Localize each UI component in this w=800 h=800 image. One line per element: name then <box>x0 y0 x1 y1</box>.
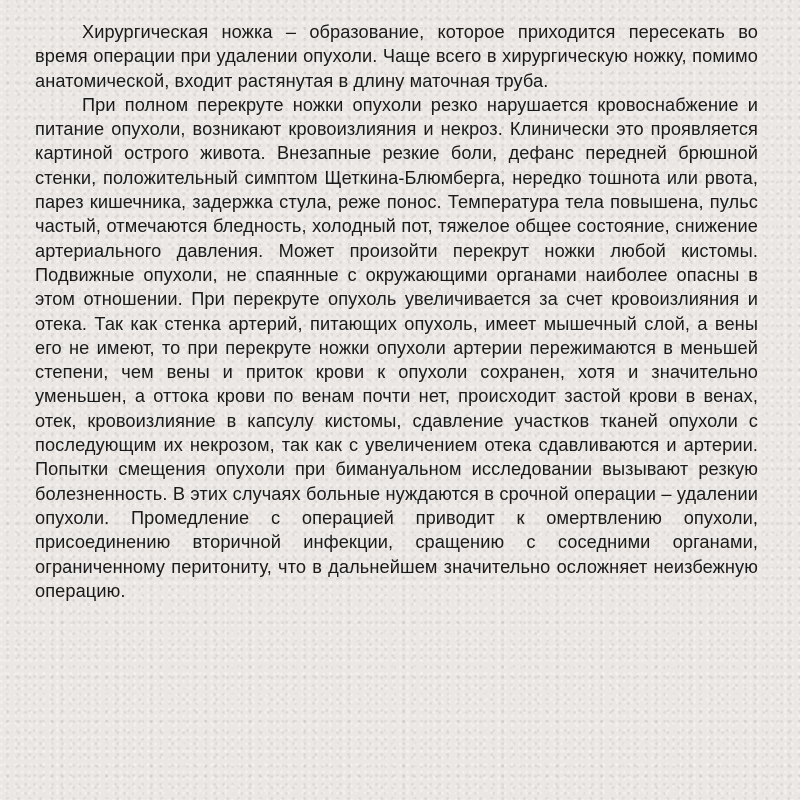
paragraph-pedicle-torsion: При полном перекруте ножки опухоли резко нарушается кровоснабжение и питание опухоли, возникают кровоизлияния и некроз. Клинически это проявляется картиной острого живота. Внезапные резкие боли, дефанс передней брюшной стенки, положительный симптом Щеткина-Блюмберга, нередко тошнота или рвота, парез кишечника, задержка стула, реже понос. Температура тела повышена, пульс частый, отмечаются бледность, холодный пот, тяжелое общее состояние, снижение артериального давления. Может произойти перекрут ножки любой кистомы. Подвижные опухоли, не спаянные с окружающими органами наиболее опасны в этом отношении. При перекруте опухоль увеличивается за счет кровоизлияния и отека. Так как стенка артерий, питающих опухоль, имеет мышечный слой, а вены его не имеют, то при перекруте ножки опухоли артерии пережимаются в меньшей степени, чем вены и приток крови к опухоли сохранен, хотя и значительно уменьшен, а оттока крови по венам почти нет, происходит застой крови в венах, отек, кровоизлияние в капсулу кистомы, сдавление участков тканей опухоли с последующим их некрозом, так как с увеличением отека сдавливаются и артерии. Попытки смещения опухоли при бимануальном исследовании вызывают резкую болезненность. В этих случаях больные нуждаются в срочной операции – удалении опухоли. Промедление с операцией приводит к омертвлению опухоли, присоединению вторичной инфекции, сращению с соседними органами, ограниченному перитониту, что в дальнейшем значительно осложняет неизбежную операцию. <box>35 94 758 601</box>
paragraph-surgical-pedicle: Хирургическая ножка – образование, которое приходится пересекать во время операции при удалении опухоли. Чаще всего в хирургическую ножку, помимо анатомической, входит растянутая в длину маточная труба. <box>35 22 758 91</box>
